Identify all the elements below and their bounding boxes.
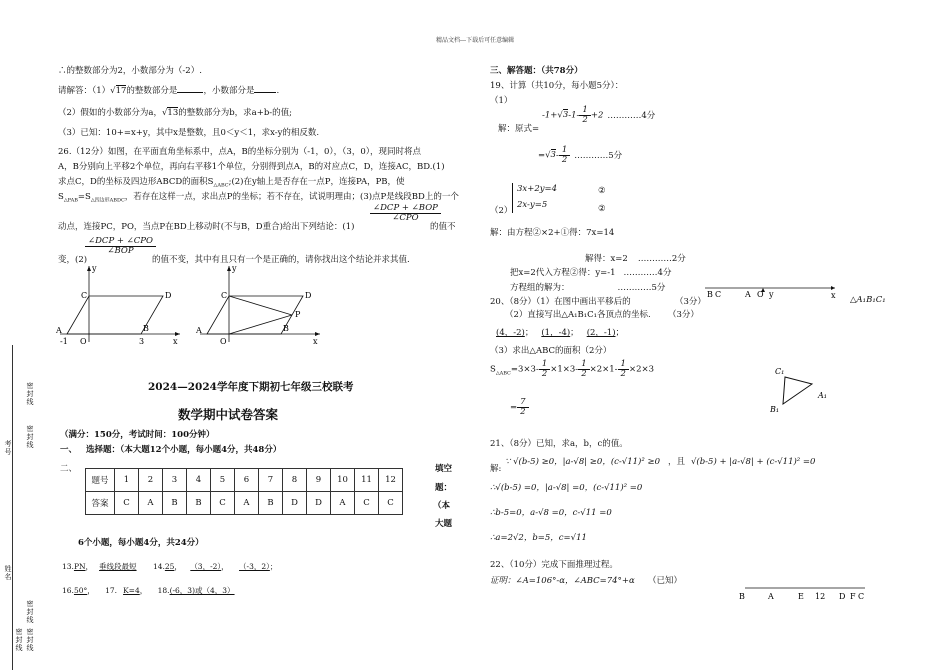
coordinate-graph-1 — [55, 262, 185, 347]
q26-line5-tail: 的值不 — [430, 222, 456, 232]
fraction-2: $\frac{\text{∠DCP + ∠CPO}}{\text{∠BOP}}$ — [85, 237, 156, 256]
parallel-lines-figure — [735, 584, 870, 602]
section-2-side: 大题 — [435, 519, 453, 529]
fill-answers-line-1: 13.PN， 垂线段最短 14.25， （3，-2）， （-3，2）； — [62, 562, 278, 571]
svg-text:C: C — [858, 592, 865, 601]
svg-text:y: y — [769, 290, 774, 299]
solution-step-3: 解：由方程②×2+①得：7x=14 — [490, 228, 615, 238]
question-part-2: （2）假如的小数部分为a，√13的整数部分为b，求a+b-的值; — [58, 108, 293, 118]
q26-line4: $S_{\triangle PAB}=S_{\triangle 四边形ABDC}$，若存在这样一点，求出点P的坐标；若不存在，试说明理由；(3)点P是线段BD上的一个 — [58, 192, 459, 204]
q26-line3: 求点C，D的坐标及四边形ABCD的面积$S_{\triangle ABC};(2)$在y轴上是否存在一点P，连接PA，PB，使 — [58, 177, 405, 189]
svg-text:O: O — [757, 290, 764, 299]
score-line: （满分：150分，考试时间：100分钟） — [60, 430, 215, 440]
name-label: 姓名 — [4, 565, 12, 581]
label-A: A — [56, 326, 62, 335]
svg-text:E: E — [798, 592, 804, 601]
q20-score: （3分） — [675, 297, 706, 307]
fraction-1: $\frac{\text{∠DCP + ∠BOP}}{\text{∠CPO}}$ — [370, 204, 441, 223]
label-D: D — [165, 291, 172, 300]
exam-subtitle: 数学期中试卷答案 — [178, 407, 279, 422]
equation-1: 3x+2y=4 — [517, 184, 558, 194]
svg-text:12: 12 — [815, 592, 826, 601]
equation-brace — [512, 183, 513, 213]
svg-text:B: B — [739, 592, 745, 601]
q21-step-2: ∴√(b-5) =0，|a-√8| =0，(c-√11)² =0 — [490, 483, 643, 493]
q20-line2: （2）直接写出△A₁B₁C₁各顶点的坐标. — [505, 310, 651, 320]
label-B: B — [283, 324, 289, 333]
section-2-side: （本 — [433, 501, 451, 511]
equation-2-number: ② — [598, 204, 606, 214]
q26-line5: 动点，连接PC，PO，当点P在BD上移动时(不与B，D重合)给出下列结论：(1) — [58, 222, 355, 232]
seal-label: 密封线 — [26, 425, 34, 449]
label-B: B — [143, 324, 149, 333]
question-part-3: （3）已知：10+=x+y，其中x是整数，且0＜y＜1，求x-y的相反数. — [58, 128, 320, 138]
svg-text:D: D — [839, 592, 846, 601]
q21-title: 21、（8分）已知，求a，b，c的值。 — [490, 439, 628, 449]
q19-part-1: （1） — [490, 96, 513, 106]
q20-score-2: （3分） — [668, 310, 699, 320]
label-x: x — [173, 337, 178, 346]
label-x: x — [313, 337, 318, 346]
exam-title: 2024—2024学年度下期初七年级三校联考 — [148, 381, 354, 393]
section-2-tail: 6个小题，每小题4分，共24分） — [78, 538, 204, 548]
label-3: 3 — [139, 337, 145, 346]
q26-line1: 26.（12分）如图，在平面直角坐标系中，点A，B的坐标分别为（-1，0），（3，0），现同时将点 — [58, 147, 421, 157]
q22-given: （已知） — [648, 576, 683, 586]
section-1-number: 一、 — [60, 445, 78, 455]
equation-2: 2x-y=5 — [517, 200, 548, 210]
section-1-title: 选择题：（本大题12个小题，每小题4分，共48分） — [86, 445, 282, 455]
svg-text:A₁: A₁ — [818, 391, 827, 400]
q21-step-3: ∴b-5=0，a-√8 =0，c-√11 =0 — [490, 508, 612, 518]
svg-text:F: F — [850, 592, 856, 601]
seal-label: 密封线 — [26, 628, 34, 652]
solution-step-1: -1+√3-1- $\frac{1}{2}$ +2 …………4分 — [542, 105, 656, 125]
q26-line6: 变，(2) — [58, 255, 88, 265]
section-2-side: 题： — [435, 483, 453, 493]
label-neg1: -1 — [60, 337, 68, 346]
area-result: = $\frac{7}{2}$ — [510, 398, 529, 417]
section-2-number: 二、 — [60, 464, 78, 474]
q26-line2: A，B分别向上平移2个单位，再向右平移1个单位，分别得到点A，B的对应点C，D，连接AC，BD.(1) — [58, 162, 445, 172]
sqrt-symbol: √ — [161, 108, 168, 118]
q19-part-2: （2） — [490, 206, 513, 216]
svg-text:B₁: B₁ — [770, 405, 780, 414]
label-C: C — [81, 291, 88, 300]
svg-text:A: A — [745, 290, 751, 299]
q21-step-1: ∵ √(b-5) ≥0，|a-√8| ≥0，(c-√11)² ≥0 ，且 √(b-5) + |a-√8| + (c-√11)² =0 — [505, 457, 816, 467]
label-P: P — [295, 310, 301, 319]
table-header-label: 题号 — [86, 469, 115, 492]
svg-text:B: B — [707, 290, 713, 299]
page-header: 精品文档---下载后可任意编辑 — [436, 37, 515, 44]
seal-label: 密封线 — [15, 628, 23, 652]
table-row: 答案 C A B B C A B D D A C C — [86, 492, 403, 515]
label-D: D — [305, 291, 312, 300]
triangle-label: △A₁B₁C₁ — [850, 295, 886, 305]
seal-line — [12, 345, 13, 670]
q21-solution-label: 解: — [490, 464, 502, 474]
solution-step-2: =√3- $\frac{1}{2}$ …………5分 — [538, 145, 623, 165]
q19-title: 19、计算（共10分，每小题5分）： — [490, 81, 624, 91]
label-y: y — [92, 264, 97, 273]
solution-step-5: 把x=2代入方程②得：y=-1 …………4分 — [510, 268, 672, 278]
q20-line3: （3）求出△ABC的面积（2分） — [490, 346, 612, 356]
solution-step-6: 方程组的解为： …………5分 — [510, 283, 666, 293]
sqrt-symbol: √ — [110, 86, 116, 96]
label-O: O — [80, 337, 87, 346]
question-part-1: 请解答：（1）√17的整数部分是 ，小数部分是 . — [58, 86, 280, 96]
table-row: 题号 1 2 3 4 5 6 7 8 9 10 11 12 — [86, 469, 403, 492]
q22-proof: 证明：∠A=106°-α，∠ABC=74°+α — [490, 576, 635, 586]
svg-text:C₁: C₁ — [775, 367, 785, 376]
q21-step-4: ∴a=2√2，b=5，c=√11 — [490, 533, 587, 543]
seal-label: 密封线 — [26, 600, 34, 624]
triangle-figure — [770, 362, 845, 417]
svg-text:A: A — [768, 592, 774, 601]
fill-answers-line-2: 16.50°， 17. K=4， 18.(-6，3)或（4，3） — [62, 586, 235, 595]
area-formula: $S_{\triangle ABC}=3\times 3-$ $\frac{1}{2}$ ×1×3- $\frac{1}{2}$ ×2×1- $\frac{1}{2}$ ×2×3 — [490, 359, 655, 379]
solution-step-4: 解得：x=2 …………2分 — [585, 254, 686, 264]
q22-title: 22、（10分）完成下面推理过程。 — [490, 560, 618, 570]
coordinates-line: (4，-2)； (1，-4)； (2，-1)； — [496, 328, 625, 338]
label-A: A — [196, 326, 202, 335]
q26-line6-tail: 的值不变，其中有且只有一个是正确的，请你找出这个结论并求其值. — [152, 255, 410, 265]
text-line: ∴的整数部分为2，小数部分为（-2）. — [58, 66, 202, 76]
label-y: y — [232, 264, 237, 273]
section-3-title: 三、解答题：（共78分） — [490, 66, 583, 76]
seal-label: 密封线 — [26, 382, 34, 406]
number-line-top — [700, 285, 840, 301]
equation-1-number: ② — [598, 186, 606, 196]
table-answer-label: 答案 — [86, 492, 115, 515]
coordinate-graph-2 — [195, 262, 325, 347]
section-2-side: 填空 — [435, 464, 453, 474]
answer-table — [85, 468, 403, 515]
q20-line1: 20、（8分）（1）在图中画出平移后的 — [490, 297, 631, 307]
svg-text:x: x — [831, 291, 836, 300]
label-O: O — [220, 337, 227, 346]
exam-number-label: 考号 — [4, 440, 12, 456]
svg-text:C: C — [715, 290, 722, 299]
solution-label: 解：原式= — [498, 124, 540, 134]
label-C: C — [221, 291, 228, 300]
